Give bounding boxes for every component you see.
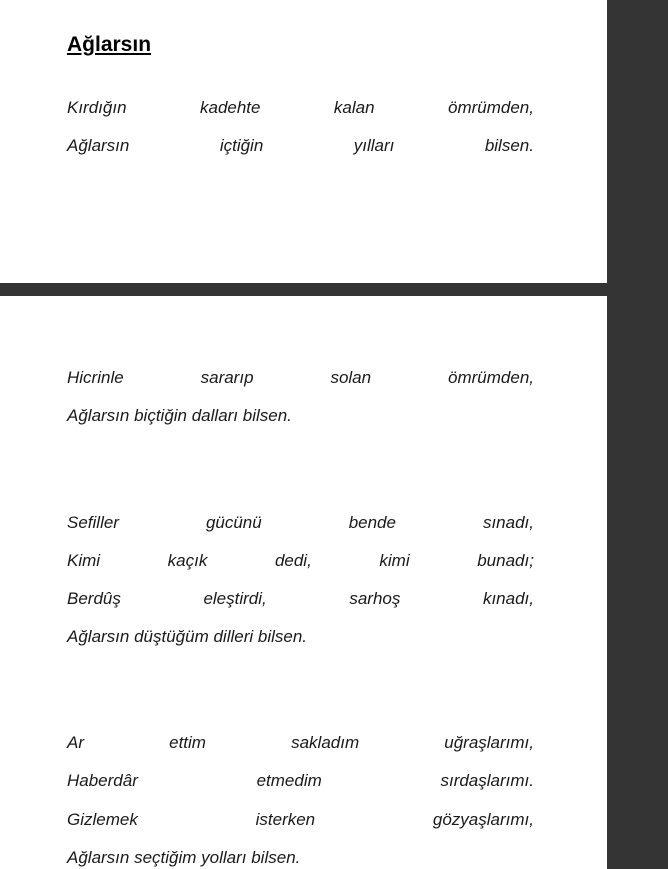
- word: etmedim: [256, 771, 322, 790]
- word: kınadı,: [482, 589, 534, 608]
- poem-line-8: Ağlarsın düştüğüm dilleri bilsen.: [67, 627, 308, 646]
- poem-line-6: [67, 550, 534, 572]
- word: bunadı;: [477, 551, 534, 570]
- poem-line-4: Ağlarsın biçtiğin dalları bilsen.: [67, 406, 292, 425]
- word: Ar: [67, 733, 84, 752]
- poem-title: Ağlarsın: [67, 33, 152, 56]
- document-page-2: [0, 296, 607, 869]
- word: Ağlarsın: [67, 136, 130, 155]
- word: Sefiller: [67, 513, 119, 532]
- word: gücünü: [205, 513, 262, 532]
- poem-line-7: [67, 588, 534, 610]
- word: sınadı,: [482, 513, 534, 532]
- word: ettim: [169, 733, 206, 752]
- word: bilsen.: [484, 136, 534, 155]
- poem-line-9: [67, 732, 534, 754]
- poem-line-1: [67, 97, 534, 119]
- poem-line-12: Ağlarsın seçtiğim yolları bilsen.: [67, 848, 301, 867]
- word: sararıp: [200, 368, 254, 387]
- word: kimi: [379, 551, 410, 570]
- word: kaçık: [167, 551, 208, 570]
- word: Berdûş: [67, 589, 121, 608]
- word: Kırdığın: [67, 98, 127, 117]
- word: sakladım: [291, 733, 360, 752]
- poem-line-3: [67, 367, 534, 389]
- word: ömrümden,: [448, 98, 534, 117]
- poem-line-10: [67, 770, 534, 792]
- word: Kimi: [67, 551, 101, 570]
- word: sarhoş: [349, 589, 401, 608]
- poem-line-2: [67, 135, 534, 157]
- word: kalan: [333, 98, 375, 117]
- word: eleştirdi,: [203, 589, 267, 608]
- word: kadehte: [199, 98, 261, 117]
- word: sırdaşlarımı.: [440, 771, 534, 790]
- poem-line-5: [67, 512, 534, 534]
- word: yılları: [353, 136, 395, 155]
- word: Hicrinle: [67, 368, 124, 387]
- poem-line-11: [67, 809, 534, 831]
- word: Gizlemek: [67, 810, 138, 829]
- word: bende: [348, 513, 396, 532]
- word: dedi,: [274, 551, 312, 570]
- word: isterken: [255, 810, 316, 829]
- word: ömrümden,: [448, 368, 534, 387]
- word: solan: [330, 368, 372, 387]
- word: içtiğin: [219, 136, 264, 155]
- word: Haberdâr: [67, 771, 138, 790]
- document-page-1: [0, 0, 607, 283]
- word: uğraşlarımı,: [444, 733, 534, 752]
- word: gözyaşlarımı,: [432, 810, 534, 829]
